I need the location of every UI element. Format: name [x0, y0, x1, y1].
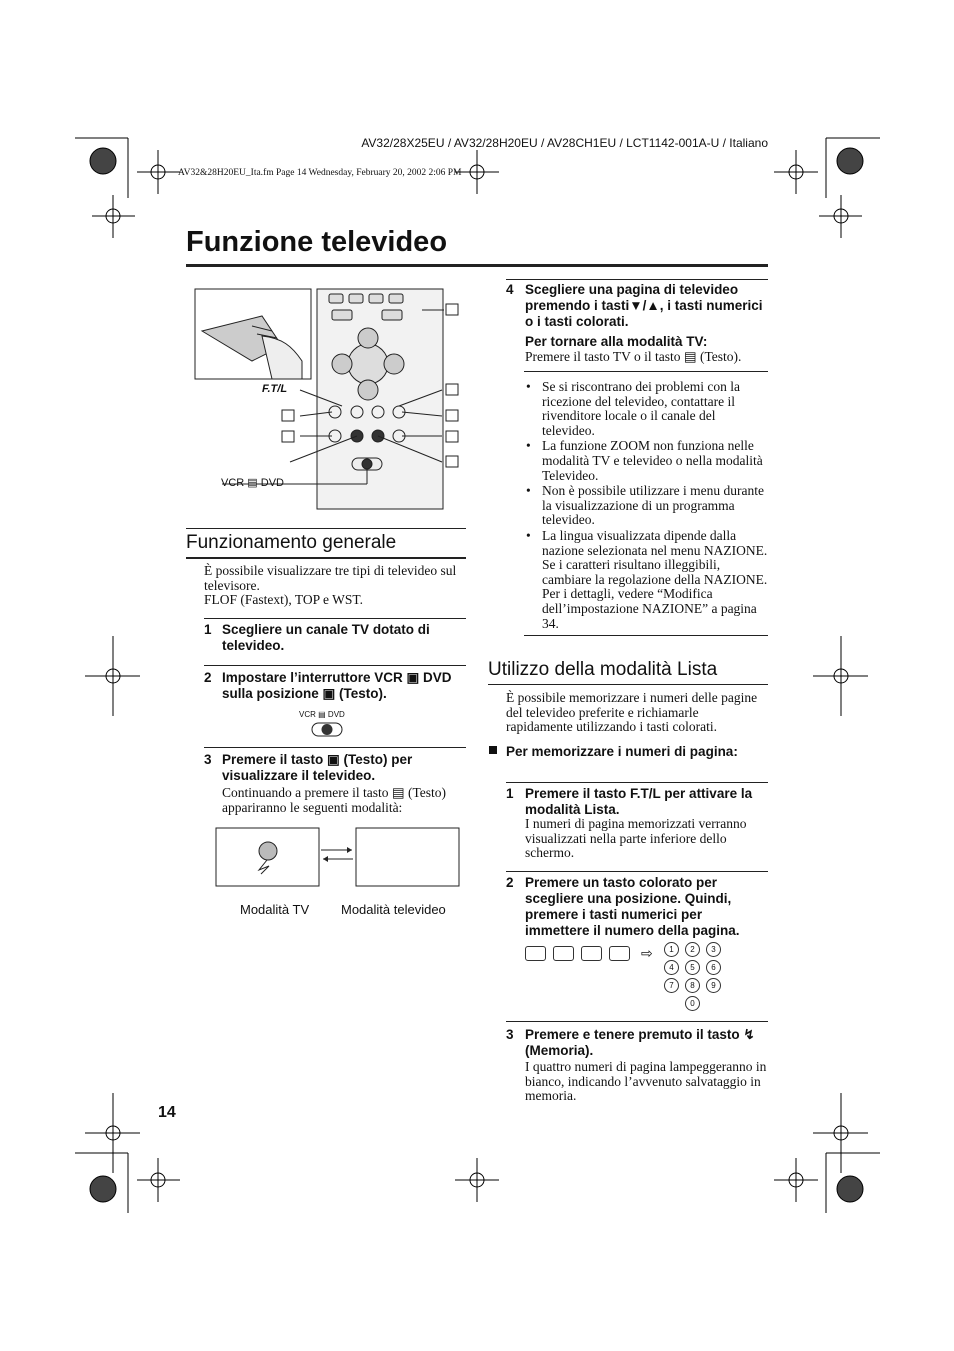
digit-key: 7: [664, 978, 679, 993]
teletext-icon: ▤: [247, 477, 258, 489]
dvd-text: DVD: [260, 477, 284, 489]
step-number: 1: [506, 786, 514, 801]
step-number: 1: [204, 622, 212, 637]
note-item: • La funzione ZOOM non funziona nelle modalità TV e televideo o nella modalità Televideo.: [524, 439, 768, 483]
switch-dvd-label: DVD: [327, 710, 345, 719]
ftl-label: F.T/L: [262, 383, 288, 395]
vcr-text: VCR: [221, 477, 245, 489]
list-sub-heading: Per memorizzare i numeri di pagina:: [506, 744, 738, 759]
zoom-button-icon: [525, 946, 546, 961]
list-step-1-body: I numeri di pagina memorizzati verranno visualizzati nella parte inferiore dello schermo.: [525, 816, 747, 861]
arrow-right-icon: ⇨: [641, 944, 653, 961]
doc-reference: AV32/28X25EU / AV32/28H20EU / AV28CH1EU / LCT1142-001A-U / Italiano: [361, 136, 768, 150]
general-intro-text: È possibile visualizzare tre tipi di televideo sul televisore.: [204, 563, 457, 593]
switch-diagram: [299, 710, 345, 719]
digit-key: 6: [706, 960, 721, 975]
color-button-icon: [609, 946, 630, 961]
square-bullet-icon: [489, 746, 497, 754]
switch-vcr-label: VCR: [299, 710, 316, 719]
teletext-icon: ▤: [318, 710, 326, 719]
rule: [506, 1021, 768, 1022]
file-info: AV32&28H20EU_Ita.fm Page 14 Wednesday, February 20, 2002 2:06 PM: [178, 168, 462, 178]
digit-key: 2: [685, 942, 700, 957]
number-keypad: [664, 942, 724, 1014]
return-heading: Per tornare alla modalità TV:: [525, 334, 708, 349]
general-step-3: Premere il tasto ▣ (Testo) per visualizzare il televideo.: [222, 752, 413, 783]
list-step-1: Premere il tasto F.T/L per attivare la modalità Lista.: [525, 786, 753, 817]
digit-key: 4: [664, 960, 679, 975]
step-number: 3: [204, 752, 212, 767]
step-number: 3: [506, 1027, 514, 1042]
rule: [506, 279, 768, 280]
list-intro: È possibile memorizzare i numeri delle pagine del televideo preferite e richiamarle rapidamente utilizzando i tasti colorati.: [506, 690, 758, 735]
step-number: 2: [204, 670, 212, 685]
rule: [204, 665, 466, 666]
note-item: • Non è possibile utilizzare i menu durante la visualizzazione di un programma televideo.: [524, 484, 768, 528]
return-body: Premere il tasto TV o il tasto ▤ (Testo).: [525, 349, 742, 364]
step-4: Scegliere una pagina di televideo premendo i tasti▼/▲, i tasti numerici o i tasti colorati.: [525, 282, 763, 329]
list-step-3: Premere e tenere premuto il tasto ↯ (Memoria).: [525, 1027, 755, 1058]
step-number: 4: [506, 282, 514, 297]
rule: [524, 371, 768, 372]
rule: [524, 635, 768, 636]
page-number: 14: [158, 1104, 176, 1121]
list-step-2: Premere un tasto colorato per scegliere una posizione. Quindi, premere i tasti numerici per immettere il numero della pagina.: [525, 875, 740, 938]
color-buttons: [525, 944, 653, 962]
rule: [186, 528, 466, 529]
general-step-2: Impostare l’interruttore VCR ▣ DVD sulla posizione ▣ (Testo).: [222, 670, 452, 701]
rule: [186, 557, 466, 559]
digit-key: 9: [706, 978, 721, 993]
rule: [488, 684, 768, 685]
color-button-icon: [581, 946, 602, 961]
mode-teletext-label: Modalità televideo: [341, 902, 446, 917]
page-title: Funzione televideo: [186, 226, 448, 258]
mode-diagram: [215, 826, 463, 890]
step-number: 2: [506, 875, 514, 890]
note-item: • La lingua visualizzata dipende dalla nazione selezionata nel menu NAZIONE. Se i caratteri risultano illeggibili, cambiare la regolazione della NAZIONE. Per i dettagli, vedere “Modifica dell’impostazione NAZIONE” a pagina 34.: [524, 529, 768, 631]
list-step-3-body: I quattro numeri di pagina lampeggeranno in bianco, indicando l’avvenuto salvataggio in memoria.: [525, 1059, 767, 1104]
rule: [506, 782, 768, 783]
mode-tv-label: Modalità TV: [240, 902, 310, 917]
digit-key: 5: [685, 960, 700, 975]
digit-key: 3: [706, 942, 721, 957]
rule: [506, 871, 768, 872]
section-heading-general: Funzionamento generale: [186, 532, 397, 553]
rule: [204, 747, 466, 748]
notes-list: [524, 380, 768, 632]
teletext-button-icon: [553, 946, 574, 961]
digit-key: 8: [685, 978, 700, 993]
general-step-3-body: Continuando a premere il tasto ▤ (Testo) appariranno le seguenti modalità:: [222, 785, 447, 815]
general-intro-formats: FLOF (Fastext), TOP e WST.: [204, 592, 364, 608]
switch-graphic: [310, 720, 346, 738]
general-step-1: Scegliere un canale TV dotato di televideo.: [222, 622, 430, 653]
vcr-dvd-label: [221, 476, 284, 489]
digit-key: 1: [664, 942, 679, 957]
title-rule: [186, 264, 768, 267]
rule: [204, 618, 466, 619]
section-heading-list: Utilizzo della modalità Lista: [488, 659, 718, 680]
digit-key: 0: [685, 996, 700, 1011]
general-intro: [204, 564, 466, 608]
note-item: • Se si riscontrano dei problemi con la ricezione del televideo, contattare il rivenditore locale o il canale del televideo.: [524, 380, 768, 438]
